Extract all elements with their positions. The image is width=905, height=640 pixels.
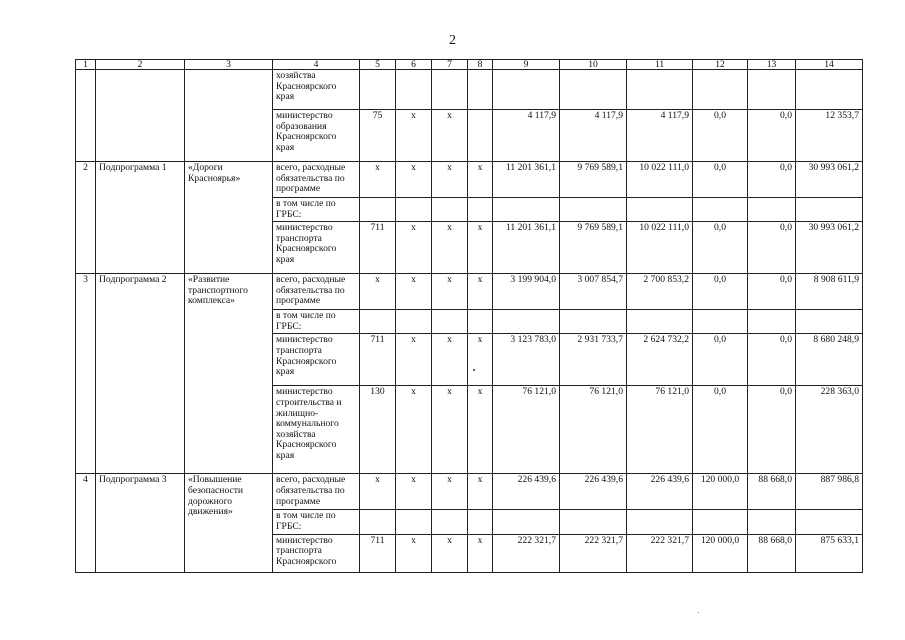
value-cell: 3 007 854,7: [560, 274, 627, 310]
status-cell: Подпрограмма 1: [96, 162, 185, 274]
value-cell: 228 363,0: [796, 386, 863, 474]
value-cell: [560, 70, 627, 110]
header-cell: 1: [76, 60, 96, 70]
value-cell: 0,0: [748, 162, 796, 198]
grbs-code-cell: х: [360, 162, 396, 198]
value-cell: 0,0: [748, 386, 796, 474]
pr-cell: х: [432, 474, 468, 510]
status-cell: Подпрограмма 2: [96, 274, 185, 474]
scan-speck: [698, 612, 699, 613]
grbs-code-cell: х: [360, 474, 396, 510]
rz-cell: х: [396, 534, 432, 572]
value-cell: 0,0: [693, 334, 748, 386]
grbs-code-cell: 711: [360, 334, 396, 386]
header-cell: 13: [748, 60, 796, 70]
rz-cell: х: [396, 162, 432, 198]
value-cell: 0,0: [748, 222, 796, 274]
row-number-cell: 4: [76, 474, 96, 572]
value-cell: 0,0: [748, 110, 796, 162]
table-row: [76, 70, 863, 110]
header-cell: 12: [693, 60, 748, 70]
header-cell: 2: [96, 60, 185, 70]
value-cell: 10 022 111,0: [627, 162, 693, 198]
value-cell: 0,0: [693, 162, 748, 198]
vr-cell: х: [468, 274, 493, 310]
value-cell: [493, 70, 560, 110]
grbs-code-cell: х: [360, 274, 396, 310]
title-cell: «Повышение безопасности дорожного движения»: [185, 474, 273, 572]
value-cell: 3 199 904,0: [493, 274, 560, 310]
pr-cell: х: [432, 386, 468, 474]
rz-cell: х: [396, 274, 432, 310]
value-cell: 226 439,6: [627, 474, 693, 510]
header-cell: 4: [273, 60, 360, 70]
grbs-name-cell: всего, расходные обязательства по программе: [273, 474, 360, 510]
header-cell: 3: [185, 60, 273, 70]
value-cell: 0,0: [693, 222, 748, 274]
vr-cell: [468, 110, 493, 162]
grbs-name-cell: министерство транспорта Красноярского края: [273, 222, 360, 274]
pr-cell: х: [432, 534, 468, 572]
rz-cell: [396, 70, 432, 110]
rz-cell: х: [396, 474, 432, 510]
value-cell: 76 121,0: [493, 386, 560, 474]
value-cell: 887 986,8: [796, 474, 863, 510]
header-cell: 8: [468, 60, 493, 70]
value-cell: [627, 70, 693, 110]
header-cell: 14: [796, 60, 863, 70]
grbs-name-cell: министерство образования Красноярского края: [273, 110, 360, 162]
vr-cell: х: [468, 222, 493, 274]
value-cell: [796, 70, 863, 110]
title-cell: «Дороги Красноярья»: [185, 162, 273, 274]
value-cell: [748, 70, 796, 110]
grbs-name-cell: в том числе по ГРБС:: [273, 198, 360, 222]
table-row: [76, 274, 863, 310]
value-cell: 12 353,7: [796, 110, 863, 162]
value-cell: 0,0: [693, 386, 748, 474]
value-cell: 4 117,9: [493, 110, 560, 162]
grbs-code-cell: 711: [360, 222, 396, 274]
row-number-cell: 2: [76, 162, 96, 274]
value-cell: 76 121,0: [627, 386, 693, 474]
value-cell: 4 117,9: [627, 110, 693, 162]
pr-cell: [432, 70, 468, 110]
value-cell: 226 439,6: [560, 474, 627, 510]
title-cell: «Развитие транспортного комплекса»: [185, 274, 273, 474]
grbs-name-cell: хозяйства Красноярского края: [273, 70, 360, 110]
rz-cell: х: [396, 110, 432, 162]
grbs-name-cell: всего, расходные обязательства по программе: [273, 162, 360, 198]
value-cell: 875 633,1: [796, 534, 863, 572]
grbs-code-cell: 711: [360, 534, 396, 572]
title-cell: [185, 70, 273, 162]
grbs-name-cell: министерство транспорта Красноярского края: [273, 334, 360, 386]
value-cell: 0,0: [748, 334, 796, 386]
value-cell: 0,0: [693, 110, 748, 162]
rz-cell: х: [396, 334, 432, 386]
row-number-cell: [76, 70, 96, 162]
value-cell: 222 321,7: [560, 534, 627, 572]
pr-cell: х: [432, 110, 468, 162]
value-cell: 0,0: [693, 274, 748, 310]
budget-table: [75, 59, 863, 573]
value-cell: 30 993 061,2: [796, 162, 863, 198]
header-cell: 6: [396, 60, 432, 70]
header-cell: 11: [627, 60, 693, 70]
value-cell: 88 668,0: [748, 534, 796, 572]
pr-cell: х: [432, 162, 468, 198]
grbs-name-cell: в том числе по ГРБС:: [273, 510, 360, 534]
value-cell: 2 700 853,2: [627, 274, 693, 310]
value-cell: 0,0: [748, 274, 796, 310]
scan-dot: [473, 369, 475, 371]
value-cell: [693, 70, 748, 110]
status-cell: [96, 70, 185, 162]
header-cell: 10: [560, 60, 627, 70]
status-cell: Подпрограмма 3: [96, 474, 185, 572]
value-cell: 76 121,0: [560, 386, 627, 474]
vr-cell: х: [468, 162, 493, 198]
vr-cell: х: [468, 534, 493, 572]
header-cell: 7: [432, 60, 468, 70]
grbs-name-cell: всего, расходные обязательства по программе: [273, 274, 360, 310]
value-cell: 4 117,9: [560, 110, 627, 162]
pr-cell: х: [432, 334, 468, 386]
grbs-code-cell: [360, 70, 396, 110]
grbs-name-cell: в том числе по ГРБС:: [273, 310, 360, 334]
value-cell: 120 000,0: [693, 534, 748, 572]
value-cell: 9 769 589,1: [560, 222, 627, 274]
value-cell: 88 668,0: [748, 474, 796, 510]
value-cell: 10 022 111,0: [627, 222, 693, 274]
vr-cell: х: [468, 334, 493, 386]
value-cell: 120 000,0: [693, 474, 748, 510]
value-cell: 11 201 361,1: [493, 162, 560, 198]
page-number: 2: [449, 33, 456, 48]
value-cell: 2 931 733,7: [560, 334, 627, 386]
grbs-name-cell: министерство строительства и жилищно-коммунального хозяйства Красноярского края: [273, 386, 360, 474]
value-cell: 8 680 248,9: [796, 334, 863, 386]
value-cell: 8 908 611,9: [796, 274, 863, 310]
value-cell: 222 321,7: [627, 534, 693, 572]
vr-cell: х: [468, 474, 493, 510]
value-cell: 30 993 061,2: [796, 222, 863, 274]
vr-cell: [468, 70, 493, 110]
grbs-code-cell: 130: [360, 386, 396, 474]
table-row: [76, 474, 863, 510]
grbs-name-cell: министерство транспорта Красноярского: [273, 534, 360, 572]
value-cell: 222 321,7: [493, 534, 560, 572]
value-cell: 2 624 732,2: [627, 334, 693, 386]
vr-cell: х: [468, 386, 493, 474]
rz-cell: х: [396, 386, 432, 474]
value-cell: 11 201 361,1: [493, 222, 560, 274]
value-cell: 9 769 589,1: [560, 162, 627, 198]
pr-cell: х: [432, 222, 468, 274]
table-row: [76, 162, 863, 198]
header-cell: 5: [360, 60, 396, 70]
rz-cell: х: [396, 222, 432, 274]
grbs-code-cell: 75: [360, 110, 396, 162]
value-cell: 3 123 783,0: [493, 334, 560, 386]
header-cell: 9: [493, 60, 560, 70]
row-number-cell: 3: [76, 274, 96, 474]
pr-cell: х: [432, 274, 468, 310]
table-header-row: [76, 60, 863, 70]
value-cell: 226 439,6: [493, 474, 560, 510]
